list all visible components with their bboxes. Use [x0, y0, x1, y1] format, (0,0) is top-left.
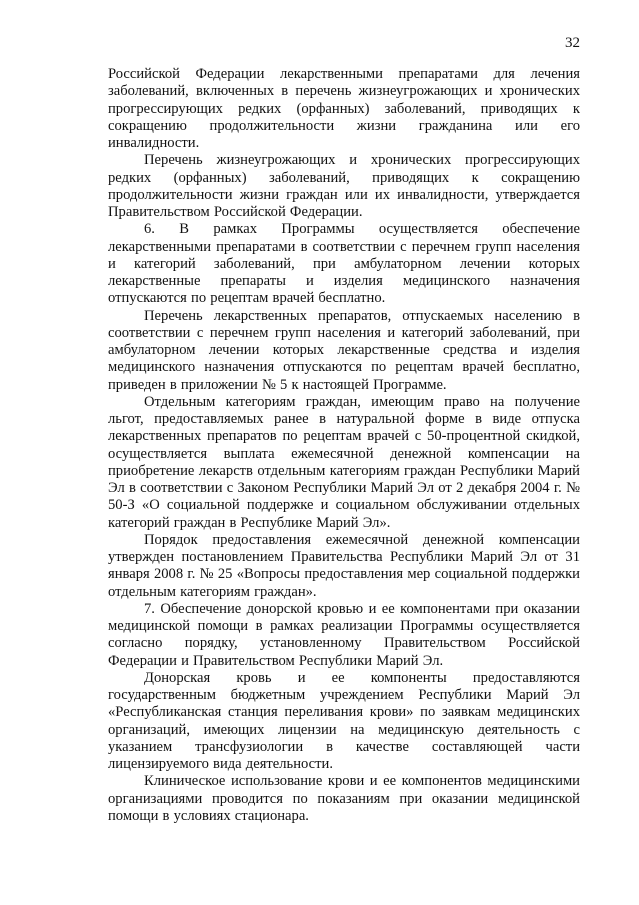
paragraph: 7. Обеспечение донорской кровью и ее компонентами при оказании медицинской помощи в рамках реализации Программы осуществляется согласно порядку, установленному Правительством Российской Федерации и Правительством Республики Марий Эл. — [108, 600, 580, 669]
paragraph: Российской Федерации лекарственными препаратами для лечения заболеваний, включенных в перечень жизнеугрожающих и хронических прогрессирующих редких (орфанных) заболеваний, приводящих к сокращению продолжительности жизни гражданина или его инвалидности. — [108, 66, 580, 151]
paragraph: 6. В рамках Программы осуществляется обеспечение лекарственными препаратами в соответствии с перечнем групп населения и категорий заболеваний, при амбулаторном лечении которых лекарственные препараты и изделия медицинского назначения отпускаются по рецептам врачей бесплатно. — [108, 221, 580, 307]
paragraph: Порядок предоставления ежемесячной денежной компенсации утвержден постановлением Правительства Республики Марий Эл от 31 января 2008 г. № 25 «Вопросы предоставления мер социальной поддержки отдельным категориям граждан». — [108, 531, 580, 600]
paragraph: Отдельным категориям граждан, имеющим право на получение льгот, предоставляемых ранее в натуральной форме в виде отпуска лекарственных препаратов по рецептам врачей с 50-процентной скидкой, осуществляется выплата ежемесячной денежной компенсации на приобретение лекарств отдельным категориям граждан Республики Марий Эл в соответствии с Законом Республики Марий Эл от 2 декабря 2004 г. № 50-З «О социальной поддержке и социальном обслуживании отдельных категорий граждан в Республике Марий Эл». — [108, 393, 580, 531]
paragraph: Донорская кровь и ее компоненты предоставляются государственным бюджетным учреждением Республики Марий Эл «Республиканская станция переливания крови» по заявкам медицинских организаций, имеющих лицензии на медицинскую деятельность с указанием трансфузиологии в качестве составляющей части лицензируемого вида деятельности. — [108, 669, 580, 772]
document-body — [108, 66, 580, 825]
paragraph: Клиническое использование крови и ее компонентов медицинскими организациями проводится по показаниям при оказании медицинской помощи в условиях стационара. — [108, 773, 580, 824]
page-number: 32 — [565, 35, 580, 51]
paragraph: Перечень жизнеугрожающих и хронических прогрессирующих редких (орфанных) заболеваний, приводящих к сокращению продолжительности жизни граждан или их инвалидности, утверждается Правительством Российской Федерации. — [108, 152, 580, 220]
paragraph: Перечень лекарственных препаратов, отпускаемых населению в соответствии с перечнем групп населения и категорий заболеваний, при амбулаторном лечении которых лекарственные средства и изделия медицинского назначения отпускаются по рецептам врачей бесплатно, приведен в приложении № 5 к настоящей Программе. — [108, 307, 580, 393]
